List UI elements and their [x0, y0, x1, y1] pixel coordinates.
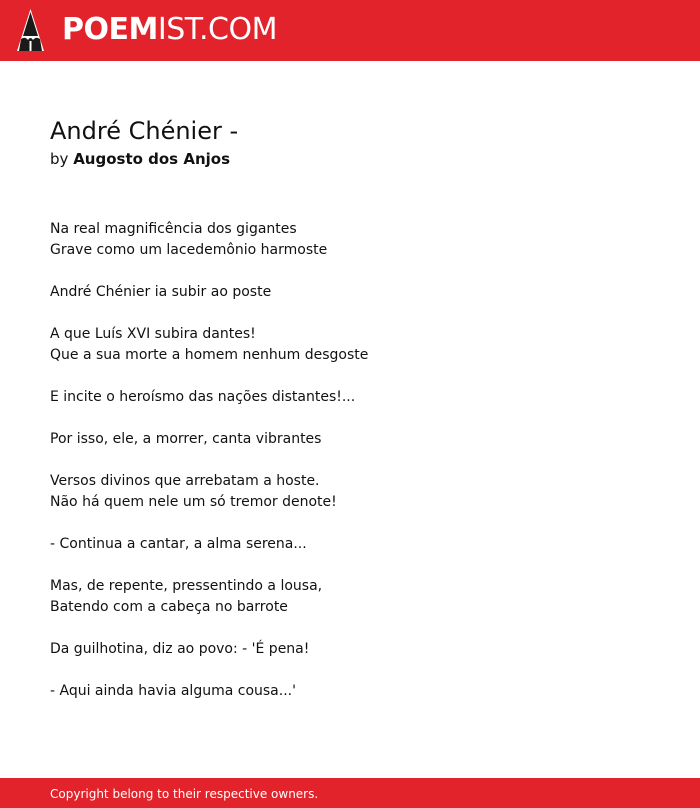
poem-line: Da guilhotina, diz ao povo: - 'É pena! — [50, 641, 310, 657]
poem-line: Grave como um lacedemônio harmoste — [50, 242, 328, 258]
poem-line: Batendo com a cabeça no barrote — [50, 599, 288, 615]
poem-body — [50, 219, 368, 723]
poem-line: Que a sua morte a homem nenhum desgoste — [50, 347, 369, 363]
stanza — [50, 681, 368, 702]
stanza — [50, 219, 368, 261]
poem-line: Não há quem nele um só tremor denote! — [50, 494, 337, 510]
poem-line: Versos divinos que arrebatam a hoste. — [50, 473, 320, 489]
poem-line: Na real magnificência dos gigantes — [50, 221, 297, 237]
logo-text-light: IST.COM — [157, 12, 277, 47]
poem-author: Augosto dos Anjos — [73, 150, 230, 168]
stanza — [50, 282, 368, 303]
stanza — [50, 429, 368, 450]
poem-line: Por isso, ele, a morrer, canta vibrantes — [50, 431, 322, 447]
stanza — [50, 471, 368, 513]
poem-title: André Chénier - — [50, 117, 239, 145]
poem-byline — [50, 149, 230, 169]
site-header — [0, 0, 700, 61]
poem-line: André Chénier ia subir ao poste — [50, 284, 272, 300]
stanza — [50, 387, 368, 408]
pencil-icon[interactable] — [17, 9, 44, 51]
copyright-notice: Copyright belong to their respective owners. — [50, 787, 319, 801]
poem-line: A que Luís XVI subira dantes! — [50, 326, 256, 342]
by-label: by — [50, 150, 69, 168]
poem-line: Mas, de repente, pressentindo a lousa, — [50, 578, 323, 594]
site-footer — [0, 778, 700, 808]
site-logo[interactable] — [62, 12, 277, 48]
stanza — [50, 639, 368, 660]
poem-line: - Aqui ainda havia alguma cousa...' — [50, 683, 296, 699]
poem-line: E incite o heroísmo das nações distantes!... — [50, 389, 356, 405]
logo-text-bold: POEM — [62, 12, 158, 47]
stanza — [50, 324, 368, 366]
poem-line: - Continua a cantar, a alma serena... — [50, 536, 307, 552]
stanza — [50, 576, 368, 618]
stanza — [50, 534, 368, 555]
